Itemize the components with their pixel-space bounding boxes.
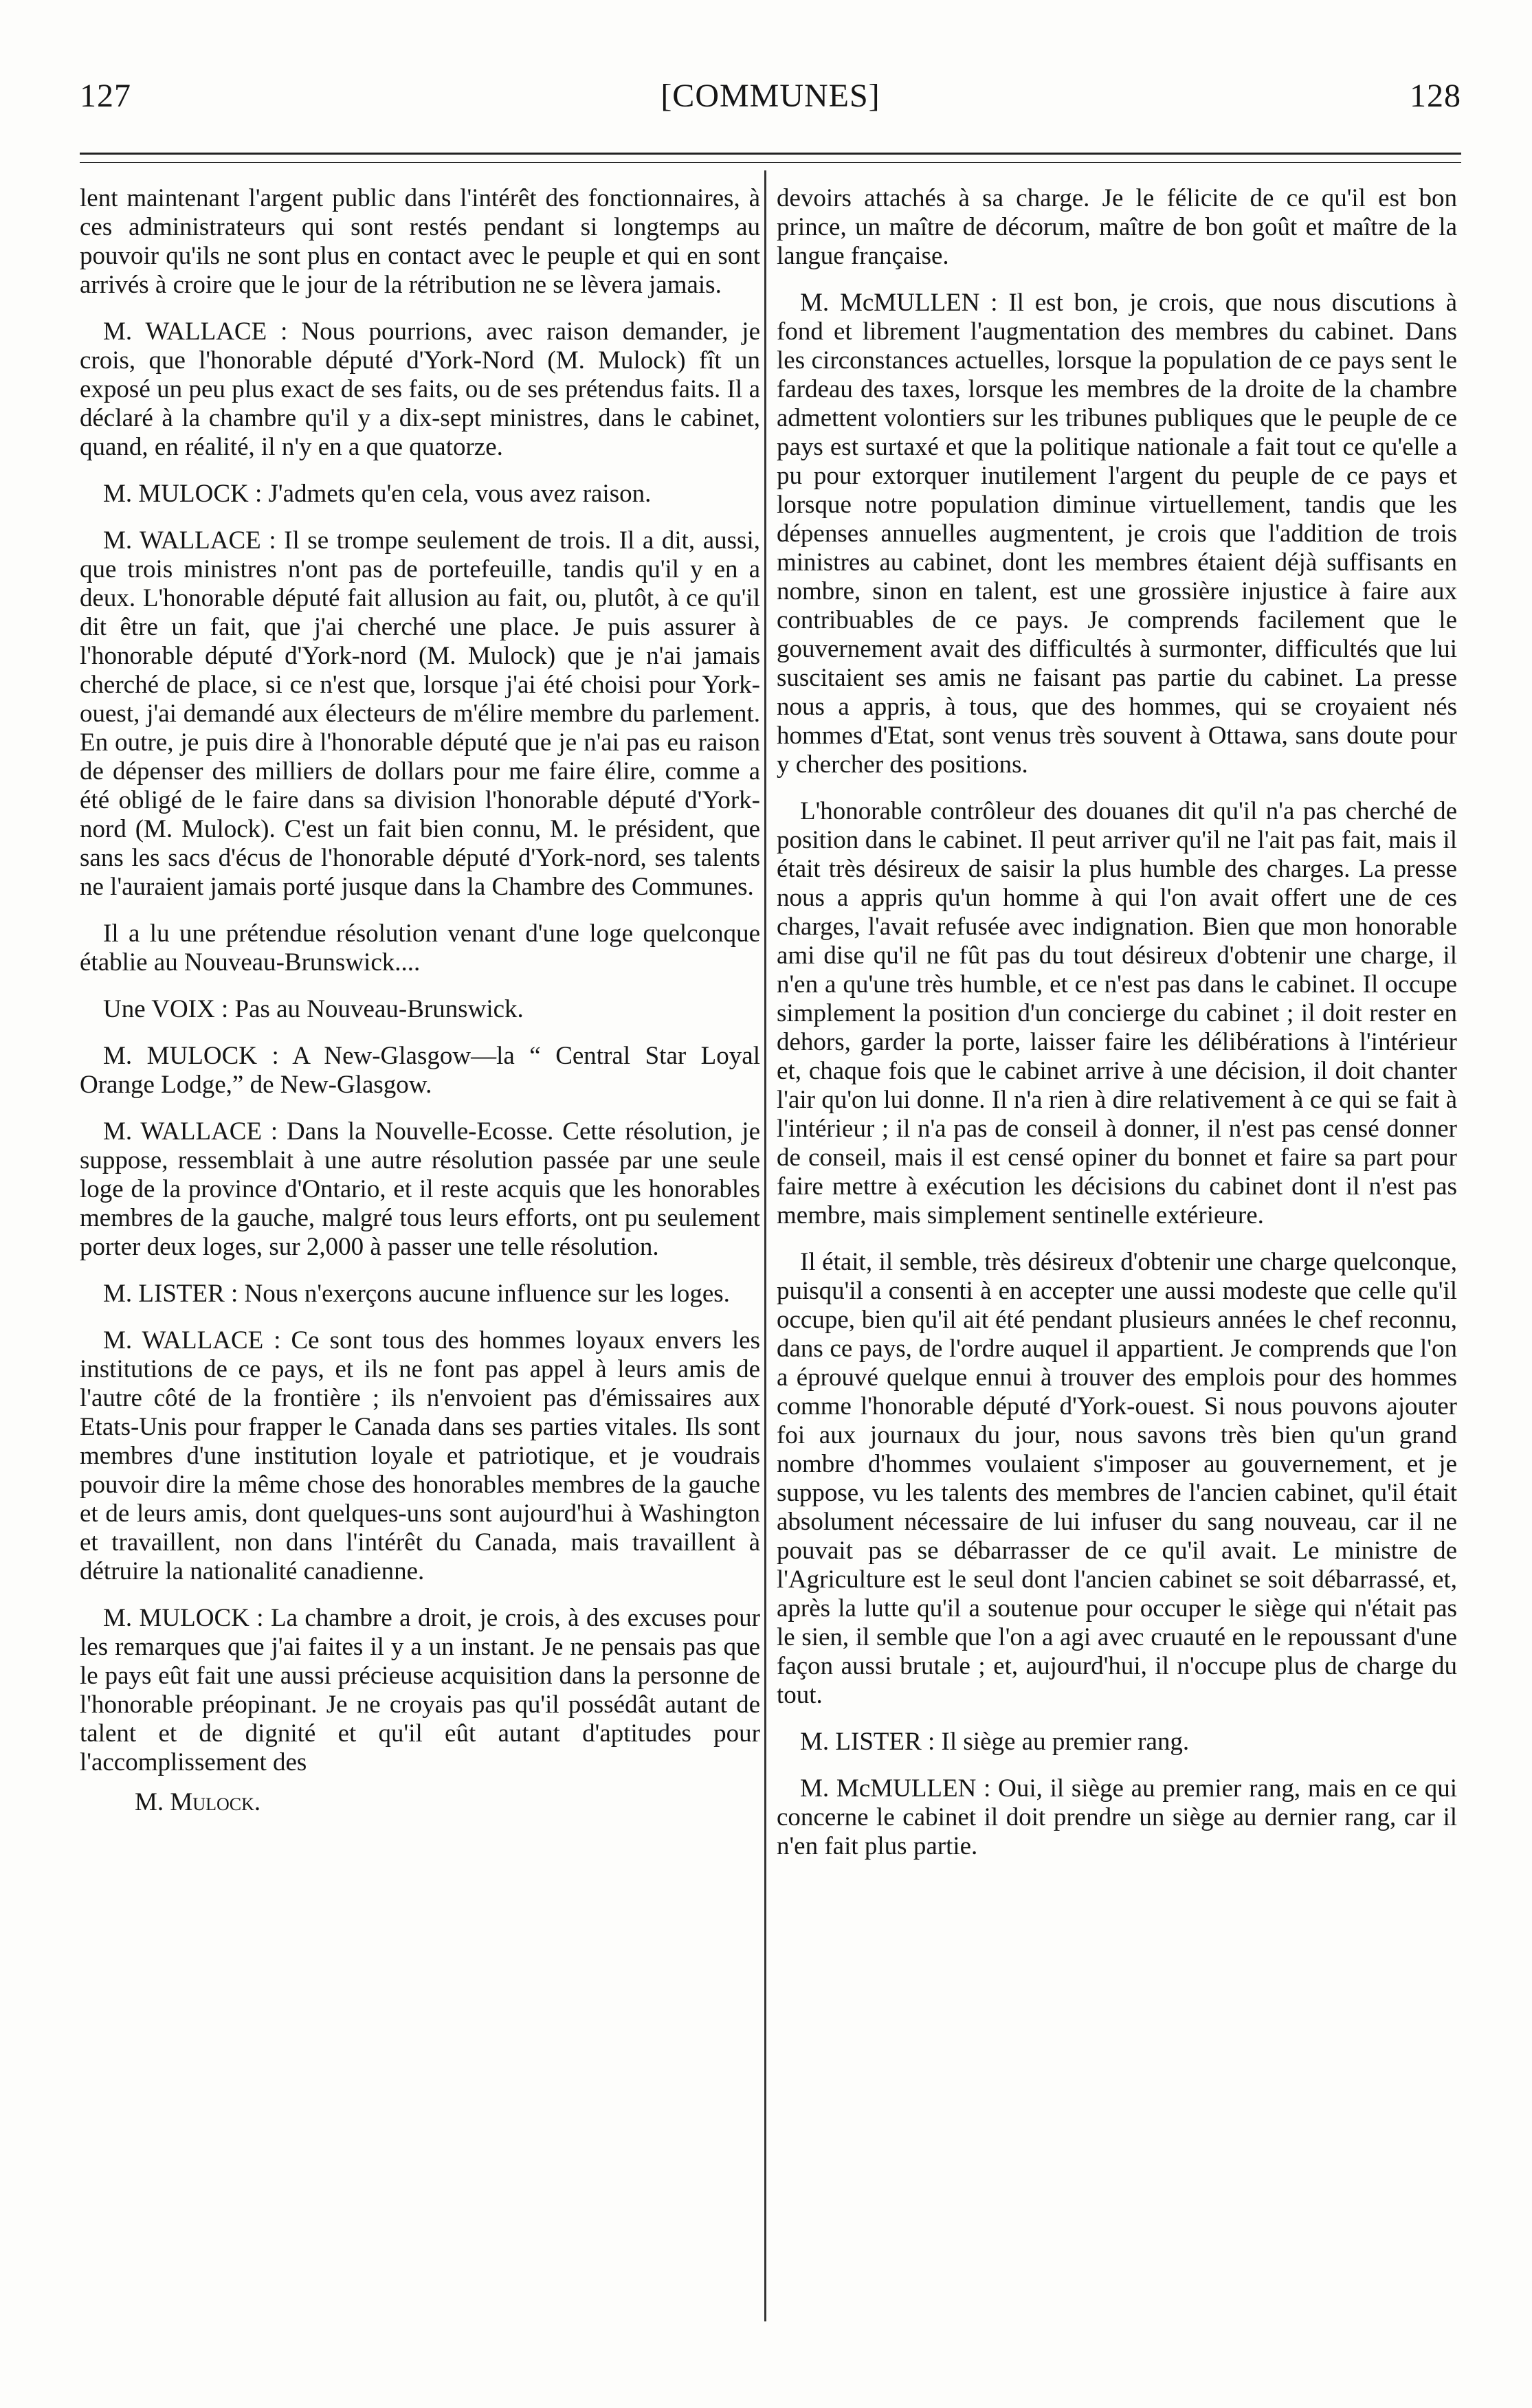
paragraph: Une VOIX : Pas au Nouveau-Brunswick.: [103, 995, 524, 1023]
paragraph: M. LISTER : Il siège au premier rang.: [800, 1728, 1190, 1756]
page-number-right: 128: [1410, 78, 1461, 114]
paragraph: M. MULOCK : J'admets qu'en cela, vous avez raison.: [103, 480, 652, 508]
left-column: [80, 184, 760, 1817]
page-header: [80, 77, 1461, 132]
paragraph: M. MULOCK : A New-Glasgow—la “ Central Star Loyal Orange Lodge,” de New-Glasgow.: [80, 1042, 760, 1099]
paragraph: devoirs attachés à sa charge. Je le félicite de ce qu'il est bon prince, un maître de décorum, maître de bon goût et maître de la langue française.: [777, 184, 1457, 270]
paragraph: M. LISTER : Nous n'exerçons aucune influence sur les loges.: [103, 1280, 730, 1308]
header-rule: [80, 153, 1461, 155]
paragraph: M. McMULLEN : Il est bon, je crois, que nous discutions à fond et librement l'augmentation des membres du cabinet. Dans les circonstances actuelles, lorsque la population de ce pays sent le fardeau des taxes, lorsque les membres de la droite de la chambre admettent volontiers sur les tribunes publiques que le peuple de ce pays est surtaxé et que la politique nationale a fait tout ce qu'elle a pu pour extorquer inutilement l'argent du peuple de ce pays et lorsque notre population diminue virtuellement, tandis que les dépenses annuelles augmentent, je crois que l'addition de trois ministres au cabinet, dont les membres étaient déjà suffisants en nombre, sinon en talent, est une grossière injustice à faire aux contribuables de ce pays. Je comprends facilement que le gouvernement avait des difficultés à surmonter, difficultés que lui suscitaient ses amis ne faisant pas partie du cabinet. La presse nous a appris, à tous, que des hommes, qui se croyaient nés hommes d'Etat, sont venus très souvent à Ottawa, sans doute pour y chercher des positions.: [777, 289, 1457, 779]
paragraph: M. WALLACE : Nous pourrions, avec raison demander, je crois, que l'honorable député d'York-Nord (M. Mulock) fît un exposé un peu plus exact de ses faits, ou de ses prétendus faits. Il a déclaré à la chambre qu'il y a dix-sept ministres, dans le cabinet, quand, en réalité, il n'y en a que quatorze.: [80, 317, 760, 461]
paragraph: M. WALLACE : Il se trompe seulement de trois. Il a dit, aussi, que trois ministres n'ont pas de portefeuille, tandis qu'il y en a deux. L'honorable député fait allusion au fait, ou, plutôt, à ce qu'il dit être un fait, que j'ai cherché une place. Je puis assurer à l'honorable député d'York-nord (M. Mulock) que je n'ai jamais cherché de place, si ce n'est que, lorsque j'ai été choisi pour York-ouest, j'ai demandé aux électeurs de m'élire membre du parlement. En outre, je puis dire à l'honorable député que je n'ai pas eu raison de dépenser des milliers de dollars pour me faire élire, comme a été obligé de le faire dans sa division l'honorable député d'York-nord (M. Mulock). C'est un fait bien connu, M. le président, que sans les sacs d'écus de l'honorable député d'York-nord, ses talents ne l'auraient jamais porté jusque dans la Chambre des Communes.: [80, 526, 760, 901]
header-rule-thin: [80, 162, 1461, 163]
paragraph: Il a lu une prétendue résolution venant d'une loge quelconque établie au Nouveau-Brunswick....: [80, 919, 760, 977]
paragraph: L'honorable contrôleur des douanes dit qu'il n'a pas cherché de position dans le cabinet. Il peut arriver qu'il ne l'ait pas fait, mais il était très désireux de saisir la plus humble des charges. La presse nous a appris qu'un homme à qui l'on avait offert une de ces charges, l'avait refusée avec indignation. Bien que mon honorable ami dise qu'il ne fût pas du tout désireux d'obtenir une charge, il n'en a qu'une très humble, et ce n'est pas dans le cabinet. Il occupe simplement la position d'un concierge du cabinet ; il doit rester en dehors, garder la porte, laisser faire les délibérations à l'intérieur et, chaque fois que le cabinet arrive à une décision, il doit chanter l'air qu'on lui donne. Il n'a rien à dire relativement à ce qui se fait à l'intérieur ; il n'a pas de conseil à donner, il n'est pas censé donner de conseil, mais il est censé opiner du bonnet et faire sa part pour faire mettre à exécution les décisions du cabinet dont il n'est pas membre, mais simplement sentinelle extérieure.: [777, 797, 1457, 1229]
right-column: [777, 184, 1457, 1879]
paragraph: M. MULOCK : La chambre a droit, je crois, à des excuses pour les remarques que j'ai faites il y a un instant. Je ne pensais pas que le pays eût fait une aussi précieuse acquisition dans la personne de l'honorable préopinant. Je ne croyais pas qu'il possédât autant de talent et de dignité et qu'il eût autant d'aptitudes pour l'accomplissement des: [80, 1604, 760, 1776]
page-number-left: 127: [80, 78, 131, 114]
paragraph: Il était, il semble, très désireux d'obtenir une charge quelconque, puisqu'il a consenti à en accepter une aussi modeste que celle qu'il occupe, bien qu'il ait été pendant plusieurs années le chef reconnu, dans ce pays, de l'ordre auquel il appartient. Je comprends que l'on a éprouvé quelque ennui à trouver des emplois pour des hommes comme l'honorable député d'York-ouest. Si nous pouvons ajouter foi aux journaux du jour, nous savons très bien qu'un grand nombre d'hommes voulaient s'imposer au gouvernement, et je suppose, vu les talents des membres de l'ancien cabinet, qu'il était absolument nécessaire de lui infuser du sang nouveau, car il ne pouvait pas se débarrasser de ce qu'il avait. Le ministre de l'Agriculture est le seul dont l'ancien cabinet se soit débarrassé, et, après la lutte qu'il a soutenue pour occuper le siège qui n'était pas le sien, il semble que l'on a agi avec cruauté en le repoussant d'une façon aussi brutale ; et, aujourd'hui, il n'occupe plus de charge du tout.: [777, 1248, 1457, 1709]
paragraph: M. McMULLEN : Oui, il siège au premier rang, mais en ce qui concerne le cabinet il doit prendre un siège au dernier rang, car il n'en fait plus partie.: [777, 1774, 1457, 1860]
paragraph: lent maintenant l'argent public dans l'intérêt des fonctionnaires, à ces administrateurs qui sont restés pendant si longtemps au pouvoir qu'ils ne sont plus en contact avec le peuple et qui en sont arrivés à croire que le jour de la rétribution ne se lèvera jamais.: [80, 184, 760, 299]
paragraph: M. WALLACE : Dans la Nouvelle-Ecosse. Cette résolution, je suppose, ressemblait à une autre résolution passée par une seule loge de la province d'Ontario, et il reste acquis que les honorables membres de la gauche, malgré tous leurs efforts, ont pu seulement porter deux loges, sur 2,000 à passer une telle résolution.: [80, 1117, 760, 1261]
column-signature: M. Mulock.: [135, 1788, 261, 1816]
paragraph: M. WALLACE : Ce sont tous des hommes loyaux envers les institutions de ce pays, et ils ne font pas appel à leurs amis de l'autre côté de la frontière ; ils n'envoient pas d'émissaires aux Etats-Unis pour frapper le Canada dans ses parties vitales. Ils sont membres d'une institution loyale et patriotique, et je voudrais pouvoir dire la même chose des honorables membres de la gauche et de leurs amis, dont quelques-uns sont aujourd'hui à Washington et travaillent, non dans l'intérêt du Canada, mais travaillent à détruire la nationalité canadienne.: [80, 1326, 760, 1585]
running-title: [COMMUNES]: [660, 78, 880, 114]
column-divider: [764, 170, 766, 2321]
